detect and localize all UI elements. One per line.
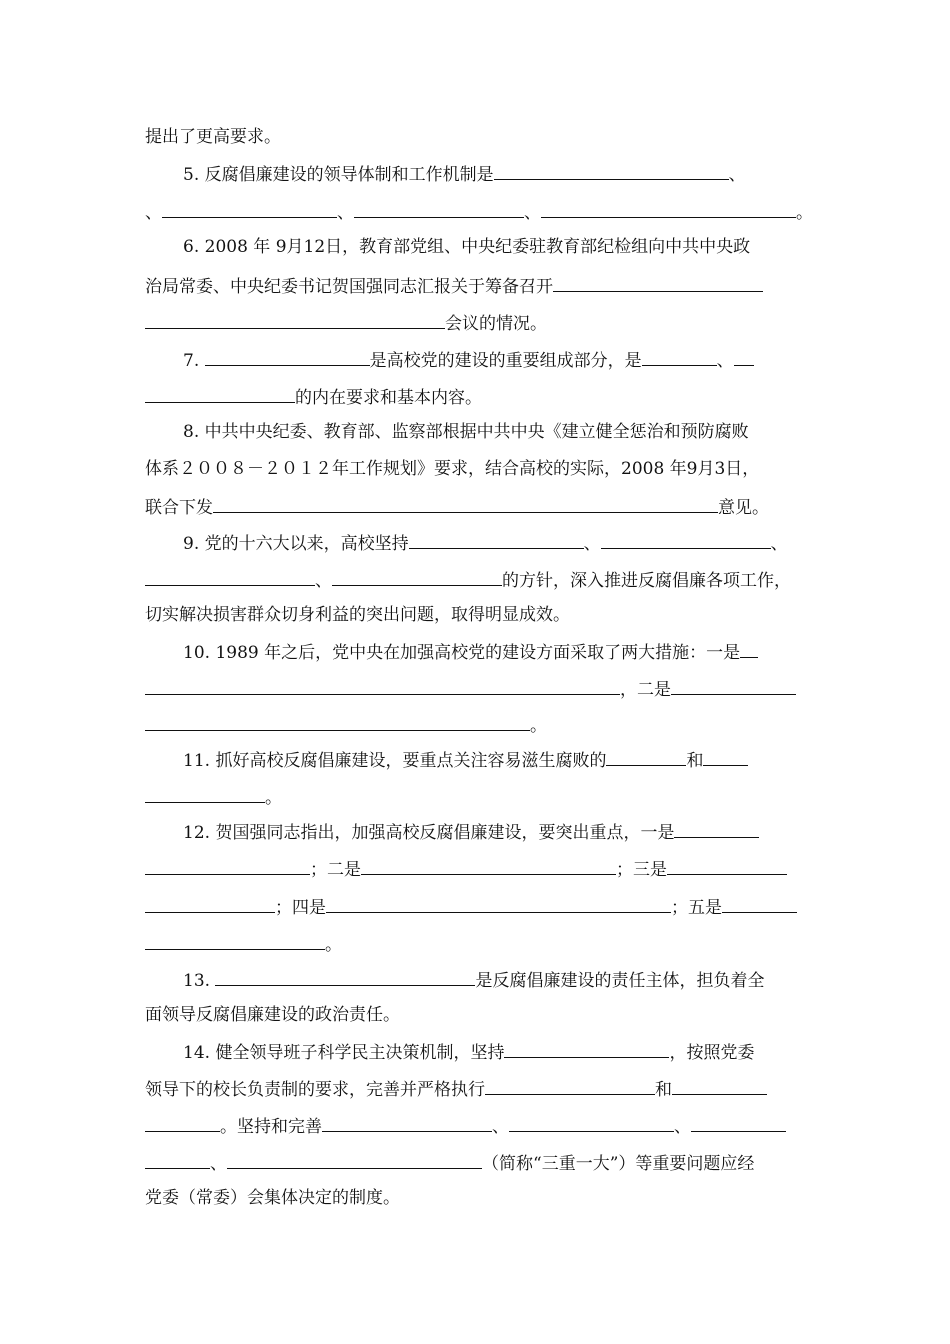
- text-run: 14. 健全领导班子科学民主决策机制，坚持: [183, 1043, 505, 1063]
- text-run: 的内在要求和基本内容。: [295, 388, 482, 408]
- text-line: [0, 1040, 950, 1064]
- text-line: [0, 385, 950, 409]
- text-run: 、: [315, 571, 332, 591]
- text-run: 切实解决损害群众切身利益的突出问题，取得明显成效。: [145, 605, 570, 625]
- text-line: [0, 236, 950, 258]
- text-line: [0, 348, 950, 372]
- fill-in-blank[interactable]: [740, 640, 758, 658]
- text-line: [0, 857, 950, 881]
- fill-in-blank[interactable]: [145, 385, 295, 403]
- fill-in-blank[interactable]: [213, 495, 718, 513]
- text-line: [0, 1004, 950, 1026]
- fill-in-blank[interactable]: [145, 932, 325, 950]
- fill-in-blank[interactable]: [409, 531, 584, 549]
- text-line: [0, 200, 950, 224]
- text-run: 10. 1989 年之后，党中央在加强高校党的建设方面采取了两大措施：一是: [183, 643, 741, 663]
- text-line: [0, 895, 950, 919]
- text-line: [0, 126, 950, 148]
- text-line: [0, 531, 950, 555]
- fill-in-blank[interactable]: [145, 677, 620, 695]
- text-line: [0, 748, 950, 772]
- text-line: [0, 162, 950, 186]
- text-run: 、: [583, 534, 601, 554]
- text-run: 。: [530, 716, 547, 736]
- text-line: [0, 274, 950, 298]
- text-run: 和: [655, 1080, 672, 1100]
- text-line: [0, 495, 950, 519]
- fill-in-blank[interactable]: [691, 1114, 786, 1132]
- text-run: 提出了更高要求。: [145, 127, 281, 147]
- text-run: 6. 2008 年 9月12日，教育部党组、中央纪委驻教育部纪检组向中共中央政: [183, 237, 751, 257]
- fill-in-blank[interactable]: [703, 748, 748, 766]
- text-run: 、: [210, 1154, 227, 1174]
- text-run: 。坚持和完善: [220, 1117, 322, 1137]
- text-run: 和: [686, 751, 704, 771]
- text-run: 11. 抓好高校反腐倡廉建设，要重点关注容易滋生腐败的: [183, 751, 607, 771]
- fill-in-blank[interactable]: [354, 200, 524, 218]
- fill-in-blank[interactable]: [215, 968, 475, 986]
- text-run: 、: [337, 203, 354, 223]
- text-run: 意见。: [718, 498, 769, 518]
- text-line: [0, 968, 950, 992]
- fill-in-blank[interactable]: [485, 1077, 655, 1095]
- fill-in-blank[interactable]: [494, 162, 729, 180]
- fill-in-blank[interactable]: [227, 1151, 482, 1169]
- fill-in-blank[interactable]: [671, 677, 796, 695]
- text-run: 8. 中共中央纪委、教育部、监察部根据中共中央《建立健全惩治和预防腐败: [183, 422, 749, 442]
- fill-in-blank[interactable]: [606, 748, 686, 766]
- text-run: （简称“三重一大”）等重要问题应经: [482, 1154, 755, 1174]
- text-line: [0, 820, 950, 844]
- fill-in-blank[interactable]: [145, 311, 445, 329]
- text-line: [0, 1187, 950, 1209]
- fill-in-blank[interactable]: [162, 200, 337, 218]
- text-line: [0, 785, 950, 809]
- fill-in-blank[interactable]: [145, 1151, 210, 1169]
- text-line: [0, 604, 950, 626]
- fill-in-blank[interactable]: [642, 348, 717, 366]
- text-run: ，二是: [620, 680, 671, 700]
- text-run: 体系２００８－２０１２年工作规划》要求，结合高校的实际，2008 年9月3日，: [145, 459, 760, 479]
- text-run: 。: [265, 788, 282, 808]
- fill-in-blank[interactable]: [553, 274, 763, 292]
- fill-in-blank[interactable]: [326, 895, 671, 913]
- text-run: 13.: [183, 971, 216, 991]
- text-run: 领导下的校长负责制的要求，完善并严格执行: [145, 1080, 485, 1100]
- text-run: 9. 党的十六大以来，高校坚持: [183, 534, 409, 554]
- fill-in-blank[interactable]: [145, 895, 275, 913]
- text-run: ；三是: [616, 860, 667, 880]
- text-run: 7.: [183, 351, 205, 371]
- fill-in-blank[interactable]: [504, 1040, 669, 1058]
- fill-in-blank[interactable]: [332, 568, 502, 586]
- fill-in-blank[interactable]: [361, 857, 616, 875]
- text-line: [0, 311, 950, 335]
- text-line: [0, 1151, 950, 1175]
- text-line: [0, 713, 950, 737]
- text-line: [0, 421, 950, 443]
- fill-in-blank[interactable]: [734, 348, 754, 366]
- text-run: 联合下发: [145, 498, 213, 518]
- text-run: 、: [524, 203, 541, 223]
- fill-in-blank[interactable]: [722, 895, 797, 913]
- fill-in-blank[interactable]: [145, 568, 315, 586]
- text-run: 、: [716, 351, 734, 371]
- text-run: 是反腐倡廉建设的责任主体，担负着全: [475, 971, 765, 991]
- text-line: [0, 932, 950, 956]
- text-run: 党委（常委）会集体决定的制度。: [145, 1188, 400, 1208]
- text-run: 5. 反腐倡廉建设的领导体制和工作机制是: [183, 165, 494, 185]
- fill-in-blank[interactable]: [145, 785, 265, 803]
- text-run: 、: [770, 534, 788, 554]
- text-run: ；五是: [671, 898, 722, 918]
- fill-in-blank[interactable]: [672, 1077, 767, 1095]
- text-line: [0, 568, 950, 592]
- text-run: 、: [674, 1117, 691, 1137]
- text-run: 治局常委、中央纪委书记贺国强同志汇报关于筹备召开: [145, 277, 553, 297]
- fill-in-blank[interactable]: [145, 857, 310, 875]
- fill-in-blank[interactable]: [145, 713, 530, 731]
- text-run: ，按照党委: [669, 1043, 755, 1063]
- text-run: 面领导反腐倡廉建设的政治责任。: [145, 1005, 400, 1025]
- text-run: 的方针，深入推进反腐倡廉各项工作，: [502, 571, 791, 591]
- text-line: [0, 640, 950, 664]
- text-run: 。: [325, 935, 342, 955]
- fill-in-blank[interactable]: [205, 348, 370, 366]
- text-run: 、: [145, 203, 162, 223]
- text-line: [0, 1077, 950, 1101]
- fill-in-blank[interactable]: [145, 1114, 220, 1132]
- text-line: [0, 677, 950, 701]
- fill-in-blank[interactable]: [509, 1114, 674, 1132]
- text-run: 12. 贺国强同志指出，加强高校反腐倡廉建设，要突出重点，一是: [183, 823, 675, 843]
- text-run: 会议的情况。: [445, 314, 547, 334]
- text-run: 。: [796, 203, 813, 223]
- fill-in-blank[interactable]: [322, 1114, 492, 1132]
- text-run: 、: [492, 1117, 509, 1137]
- fill-in-blank[interactable]: [541, 200, 796, 218]
- text-run: 、: [728, 165, 746, 185]
- fill-in-blank[interactable]: [601, 531, 771, 549]
- text-run: ；四是: [275, 898, 326, 918]
- text-line: [0, 1114, 950, 1138]
- fill-in-blank[interactable]: [674, 820, 759, 838]
- fill-in-blank[interactable]: [667, 857, 787, 875]
- text-run: ；二是: [310, 860, 361, 880]
- text-line: [0, 458, 950, 480]
- text-run: 是高校党的建设的重要组成部分，是: [369, 351, 642, 371]
